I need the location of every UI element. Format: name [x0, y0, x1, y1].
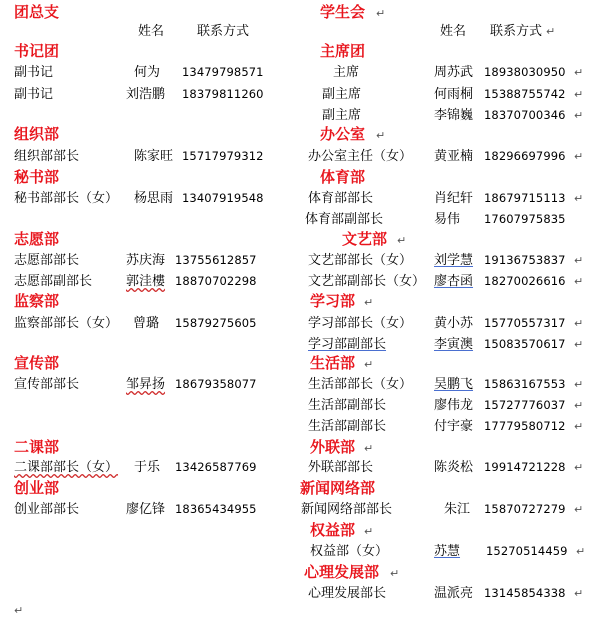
row-phone: 18679358077	[175, 377, 257, 391]
row-name: 李寅澳	[434, 337, 474, 352]
row-name: 温派亮	[434, 586, 474, 601]
row-role: 权益部（女）	[310, 544, 389, 559]
section-title-external: 外联部	[310, 438, 356, 456]
row-phone: 18370700346	[484, 108, 566, 122]
row-role: 志愿部部长	[14, 253, 80, 268]
paragraph-mark: ↵	[574, 461, 584, 474]
row-phone: 18296697996	[484, 149, 566, 163]
row-role: 主席	[333, 65, 360, 80]
row-phone: 15727776037	[484, 398, 566, 412]
row-name: 廖伟龙	[434, 398, 474, 413]
paragraph-mark: ↵	[364, 442, 374, 455]
row-name: 易伟	[434, 212, 461, 227]
row-phone: 18679715113	[484, 191, 566, 205]
paragraph-mark: ↵	[576, 545, 586, 558]
section-title-study: 学习部	[310, 292, 356, 310]
row-role: 生活部副部长	[308, 419, 387, 434]
row-phone: 15270514459	[486, 544, 568, 558]
paragraph-mark: ↵	[574, 378, 584, 391]
row-name: 郭洼樓	[126, 274, 166, 289]
row-role: 文艺部部长（女）	[308, 253, 413, 268]
section-title-supervision: 监察部	[14, 292, 60, 310]
row-name: 曾璐	[133, 316, 160, 331]
section-title-organization: 组织部	[14, 125, 60, 143]
row-role: 办公室主任（女）	[308, 149, 413, 164]
paragraph-mark: ↵	[574, 338, 584, 351]
row-phone: 17607975835	[484, 212, 566, 226]
row-name: 朱江	[444, 502, 471, 517]
row-phone: 15870727279	[484, 502, 566, 516]
row-role: 创业部部长	[14, 502, 80, 517]
paragraph-mark: ↵	[574, 420, 584, 433]
row-phone: 19914721228	[484, 460, 566, 474]
section-title-secretariat: 书记团	[14, 42, 60, 60]
row-role: 体育部部长	[308, 191, 374, 206]
row-phone: 17779580712	[484, 419, 566, 433]
row-phone: 19136753837	[484, 253, 566, 267]
row-role: 生活部部长（女）	[308, 377, 413, 392]
row-phone: 13426587769	[175, 460, 257, 474]
row-name: 吴鹏飞	[434, 377, 474, 392]
row-role: 组织部部长	[14, 149, 80, 164]
paragraph-mark: ↵	[574, 88, 584, 101]
row-phone: 13479798571	[182, 65, 264, 79]
section-title-sports: 体育部	[320, 168, 366, 186]
row-name: 苏慧	[434, 544, 461, 559]
paragraph-mark: ↵	[574, 317, 584, 330]
row-role: 志愿部副部长	[14, 274, 93, 289]
section-title-publicity: 宣传部	[14, 354, 60, 372]
row-phone: 13145854338	[484, 586, 566, 600]
row-role: 二课部部长（女）	[14, 460, 119, 475]
row-phone: 18365434955	[175, 502, 257, 516]
row-role: 副主席	[322, 108, 362, 123]
right-title: 学生会	[320, 3, 366, 21]
left-col-name: 姓名	[138, 24, 165, 39]
row-role: 副书记	[14, 65, 54, 80]
row-role: 副书记	[14, 87, 54, 102]
row-role: 外联部部长	[308, 460, 374, 475]
row-name: 刘学慧	[434, 253, 474, 268]
row-phone: 15717979312	[182, 149, 264, 163]
left-title: 团总支	[14, 3, 60, 21]
section-title-second-class: 二课部	[14, 438, 60, 456]
paragraph-mark: ↵	[364, 358, 374, 371]
row-phone: 15388755742	[484, 87, 566, 101]
paragraph-mark: ↵	[14, 604, 24, 617]
left-col-contact: 联系方式	[197, 24, 250, 39]
paragraph-mark: ↵	[574, 150, 584, 163]
row-phone: 15879275605	[175, 316, 257, 330]
paragraph-mark: ↵	[574, 192, 584, 205]
row-phone: 13755612857	[175, 253, 257, 267]
row-role: 副主席	[322, 87, 362, 102]
row-name: 李锦巍	[434, 108, 474, 123]
row-role: 宣传部部长	[14, 377, 80, 392]
row-role: 文艺部副部长（女）	[308, 274, 426, 289]
row-name: 何雨桐	[434, 87, 474, 102]
section-title-psychology: 心理发展部	[304, 563, 380, 581]
row-role: 秘书部部长（女）	[14, 191, 119, 206]
row-phone: 13407919548	[182, 191, 264, 205]
row-name: 周苏武	[434, 65, 474, 80]
paragraph-mark: ↵	[397, 234, 407, 247]
section-title-presidium: 主席团	[320, 42, 366, 60]
row-name: 何为	[134, 65, 161, 80]
row-role: 学习部副部长	[308, 337, 387, 352]
row-role: 学习部部长（女）	[308, 316, 413, 331]
row-name: 黄小苏	[434, 316, 474, 331]
row-name: 付宇豪	[434, 419, 474, 434]
row-name: 邹昇扬	[126, 377, 166, 392]
row-phone: 15863167553	[484, 377, 566, 391]
row-name: 陈炎松	[434, 460, 474, 475]
right-col-name: 姓名	[440, 24, 467, 39]
row-role: 监察部部长（女）	[14, 316, 119, 331]
row-role: 生活部副部长	[308, 398, 387, 413]
paragraph-mark: ↵	[574, 399, 584, 412]
row-name: 刘浩鹏	[126, 87, 166, 102]
paragraph-mark: ↵	[546, 25, 556, 38]
paragraph-mark: ↵	[574, 254, 584, 267]
row-name: 苏庆海	[126, 253, 166, 268]
row-name: 陈家旺	[134, 149, 174, 164]
paragraph-mark: ↵	[574, 109, 584, 122]
paragraph-mark: ↵	[376, 7, 386, 20]
section-title-office: 办公室	[320, 125, 366, 143]
row-phone: 15083570617	[484, 337, 566, 351]
paragraph-mark: ↵	[574, 587, 584, 600]
section-title-secretary: 秘书部	[14, 168, 60, 186]
section-title-entrepreneurship: 创业部	[14, 479, 60, 497]
section-title-rights: 权益部	[310, 521, 356, 539]
section-title-news-network: 新闻网络部	[300, 479, 376, 497]
section-title-volunteer: 志愿部	[14, 230, 60, 248]
row-role: 新闻网络部部长	[301, 502, 393, 517]
row-name: 黄亚楠	[434, 149, 474, 164]
row-phone: 15770557317	[484, 316, 566, 330]
row-name: 廖杏函	[434, 274, 474, 289]
paragraph-mark: ↵	[390, 567, 400, 580]
row-phone: 18870702298	[175, 274, 257, 288]
row-phone: 18270026616	[484, 274, 566, 288]
paragraph-mark: ↵	[364, 296, 374, 309]
paragraph-mark: ↵	[574, 503, 584, 516]
paragraph-mark: ↵	[376, 129, 386, 142]
paragraph-mark: ↵	[364, 525, 374, 538]
row-name: 于乐	[134, 460, 161, 475]
row-role: 心理发展部长	[308, 586, 387, 601]
row-role: 体育部副部长	[305, 212, 384, 227]
right-col-contact: 联系方式	[490, 24, 543, 39]
paragraph-mark: ↵	[574, 275, 584, 288]
row-phone: 18379811260	[182, 87, 264, 101]
row-phone: 18938030950	[484, 65, 566, 79]
section-title-life: 生活部	[310, 354, 356, 372]
row-name: 肖纪轩	[434, 191, 474, 206]
section-title-arts: 文艺部	[342, 230, 388, 248]
row-name: 廖亿锋	[126, 502, 166, 517]
paragraph-mark: ↵	[574, 66, 584, 79]
row-name: 杨思雨	[134, 191, 174, 206]
